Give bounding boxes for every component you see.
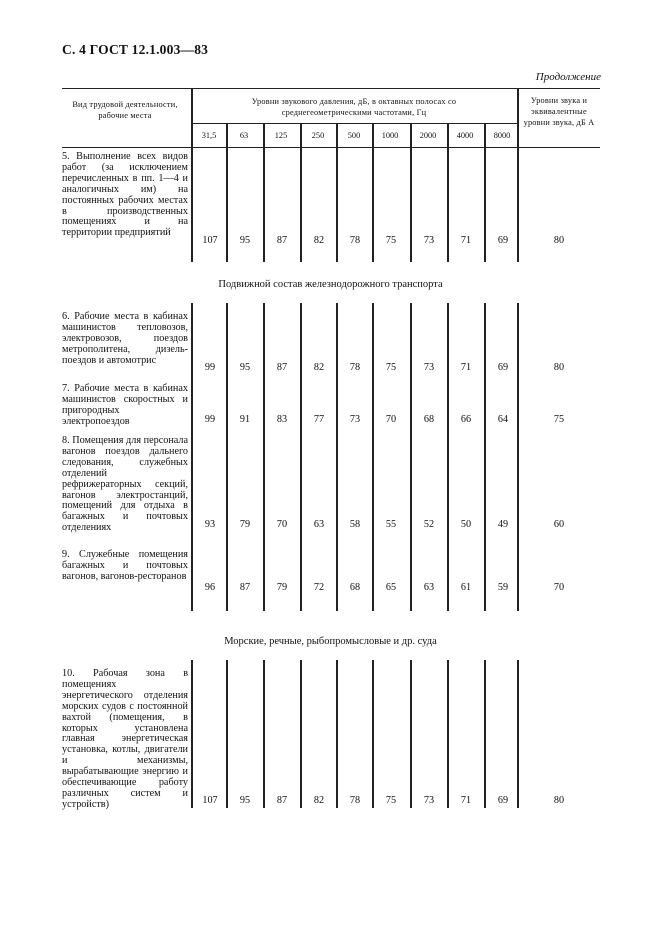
row-10-value-0: 107 xyxy=(202,795,218,806)
row-8-value-0: 93 xyxy=(204,519,216,530)
column-divider xyxy=(226,123,228,147)
section-title-railway: Подвижной состав железнодорожного транспорта xyxy=(218,279,443,290)
row-9-value-8: 59 xyxy=(497,582,509,593)
row-5-value-4: 78 xyxy=(349,235,361,246)
row-6-value-5: 75 xyxy=(385,362,397,373)
row-5-value-1: 95 xyxy=(239,235,251,246)
row-6-value-4: 78 xyxy=(349,362,361,373)
row-10-value-1: 95 xyxy=(239,795,251,806)
column-divider xyxy=(300,123,302,147)
col-header-sound-level: Уровни звука и эквивалентные уровни звука, дБ А xyxy=(523,96,595,127)
row-8-sound-level: 60 xyxy=(553,519,565,530)
row-7-value-5: 70 xyxy=(385,414,397,425)
row-10-value-5: 75 xyxy=(385,795,397,806)
row-8-value-8: 49 xyxy=(497,519,509,530)
row-7-value-0: 99 xyxy=(204,414,216,425)
row-10-value-2: 87 xyxy=(276,795,288,806)
row-7-sound-level: 75 xyxy=(553,414,565,425)
col-header-sound-pressure: Уровни звукового давления, дБ, в октавных полосах со среднегеометрическими частотами, Гц xyxy=(251,97,457,117)
row-5-value-0: 107 xyxy=(202,235,218,246)
row-7-value-4: 73 xyxy=(349,414,361,425)
column-divider xyxy=(263,123,265,147)
column-divider xyxy=(336,303,338,611)
table-top-rule xyxy=(62,88,600,89)
row-8-value-6: 52 xyxy=(423,519,435,530)
column-divider xyxy=(336,123,338,147)
frequency-header-8: 8000 xyxy=(493,131,511,140)
frequency-header-3: 250 xyxy=(311,131,325,140)
row-10-value-8: 69 xyxy=(497,795,509,806)
column-divider xyxy=(372,660,374,808)
row-6-value-2: 87 xyxy=(276,362,288,373)
row-9-sound-level: 70 xyxy=(553,582,565,593)
column-divider xyxy=(336,660,338,808)
row-7-value-6: 68 xyxy=(423,414,435,425)
row-8-value-7: 50 xyxy=(460,519,472,530)
row-9-value-5: 65 xyxy=(385,582,397,593)
frequency-header-6: 2000 xyxy=(419,131,437,140)
row-9-value-6: 63 xyxy=(423,582,435,593)
frequency-header-1: 63 xyxy=(239,131,249,140)
row-9-value-3: 72 xyxy=(313,582,325,593)
column-divider xyxy=(517,660,519,808)
row-5-value-8: 69 xyxy=(497,235,509,246)
column-divider xyxy=(372,303,374,611)
column-divider xyxy=(484,303,486,611)
row-6-value-6: 73 xyxy=(423,362,435,373)
row-description-9: 9. Служебные помещения багажных и почтовых вагонов, вагонов-ресторанов xyxy=(62,549,188,582)
row-10-value-7: 71 xyxy=(460,795,472,806)
row-6-value-3: 82 xyxy=(313,362,325,373)
row-5-value-7: 71 xyxy=(460,235,472,246)
row-5-sound-level: 80 xyxy=(553,235,565,246)
column-divider xyxy=(226,660,228,808)
row-10-value-6: 73 xyxy=(423,795,435,806)
column-divider xyxy=(447,303,449,611)
row-8-value-2: 70 xyxy=(276,519,288,530)
column-divider xyxy=(447,123,449,147)
frequency-header-7: 4000 xyxy=(456,131,474,140)
frequency-header-0: 31,5 xyxy=(201,131,217,140)
col-header-activity: Вид трудовой деятельности, рабочие места xyxy=(72,100,178,120)
row-9-value-4: 68 xyxy=(349,582,361,593)
column-divider xyxy=(447,660,449,808)
row-6-value-0: 99 xyxy=(204,362,216,373)
section-title-ships: Морские, речные, рыбопромысловые и др. суда xyxy=(224,636,437,647)
frequency-header-2: 125 xyxy=(274,131,288,140)
row-6-value-1: 95 xyxy=(239,362,251,373)
column-divider xyxy=(191,88,193,147)
column-divider xyxy=(300,660,302,808)
column-divider xyxy=(517,303,519,611)
column-divider xyxy=(226,303,228,611)
row-7-value-7: 66 xyxy=(460,414,472,425)
frequency-header-4: 500 xyxy=(347,131,361,140)
row-6-value-8: 69 xyxy=(497,362,509,373)
column-divider xyxy=(191,303,193,611)
column-divider xyxy=(484,660,486,808)
column-divider xyxy=(517,88,519,147)
row-6-value-7: 71 xyxy=(460,362,472,373)
row-7-value-1: 91 xyxy=(239,414,251,425)
row-10-value-4: 78 xyxy=(349,795,361,806)
continuation-label: Продолжение xyxy=(535,71,601,83)
row-5-value-3: 82 xyxy=(313,235,325,246)
column-divider xyxy=(410,123,412,147)
header-bottom-rule xyxy=(62,147,600,148)
row-9-value-2: 79 xyxy=(276,582,288,593)
row-description-7: 7. Рабочие места в кабинах машинистов скоростных и пригородных электропоездов xyxy=(62,383,188,427)
row-5-value-5: 75 xyxy=(385,235,397,246)
column-divider xyxy=(484,123,486,147)
column-divider xyxy=(372,123,374,147)
row-8-value-1: 79 xyxy=(239,519,251,530)
row-5-value-2: 87 xyxy=(276,235,288,246)
row-description-8: 8. Помещения для персонала вагонов поездов дальнего следования, служебных отделений рефрижераторных секций, вагонов электростанций, помещений для отдыха в багажных и почтовых отделениях xyxy=(62,435,188,534)
row-description-6: 6. Рабочие места в кабинах машинистов тепловозов, электровозов, поездов метрополитена, дизель-поездов и автомотрис xyxy=(62,311,188,366)
row-9-value-1: 87 xyxy=(239,582,251,593)
row-description-10: 10. Рабочая зона в помещениях энергетического отделения морских судов с постоянной вахтой (помещения, в которых установлена главная энергетическая установка, котлы, двигатели и механизмы, вырабатывающие энергию и обеспечивающие работу различных систем и устройств) xyxy=(62,668,188,810)
row-6-sound-level: 80 xyxy=(553,362,565,373)
column-divider xyxy=(263,660,265,808)
column-divider xyxy=(410,660,412,808)
row-7-value-8: 64 xyxy=(497,414,509,425)
row-5-value-6: 73 xyxy=(423,235,435,246)
column-divider xyxy=(191,660,193,808)
row-10-value-3: 82 xyxy=(313,795,325,806)
column-divider xyxy=(410,303,412,611)
column-divider xyxy=(263,303,265,611)
row-description-5: 5. Выполнение всех видов работ (за исключением перечисленных в пп. 1—4 и аналогичных им) на постоянных рабочих местах в производственных помещениях и на территории предприятий xyxy=(62,151,188,239)
row-8-value-3: 63 xyxy=(313,519,325,530)
frequency-header-5: 1000 xyxy=(381,131,399,140)
page-header: С. 4 ГОСТ 12.1.003—83 xyxy=(62,42,209,57)
row-9-value-0: 96 xyxy=(204,582,216,593)
column-divider xyxy=(300,303,302,611)
row-7-value-3: 77 xyxy=(313,414,325,425)
row-7-value-2: 83 xyxy=(276,414,288,425)
row-9-value-7: 61 xyxy=(460,582,472,593)
row-8-value-5: 55 xyxy=(385,519,397,530)
row-8-value-4: 58 xyxy=(349,519,361,530)
row-10-sound-level: 80 xyxy=(553,795,565,806)
freq-group-rule xyxy=(191,123,517,124)
